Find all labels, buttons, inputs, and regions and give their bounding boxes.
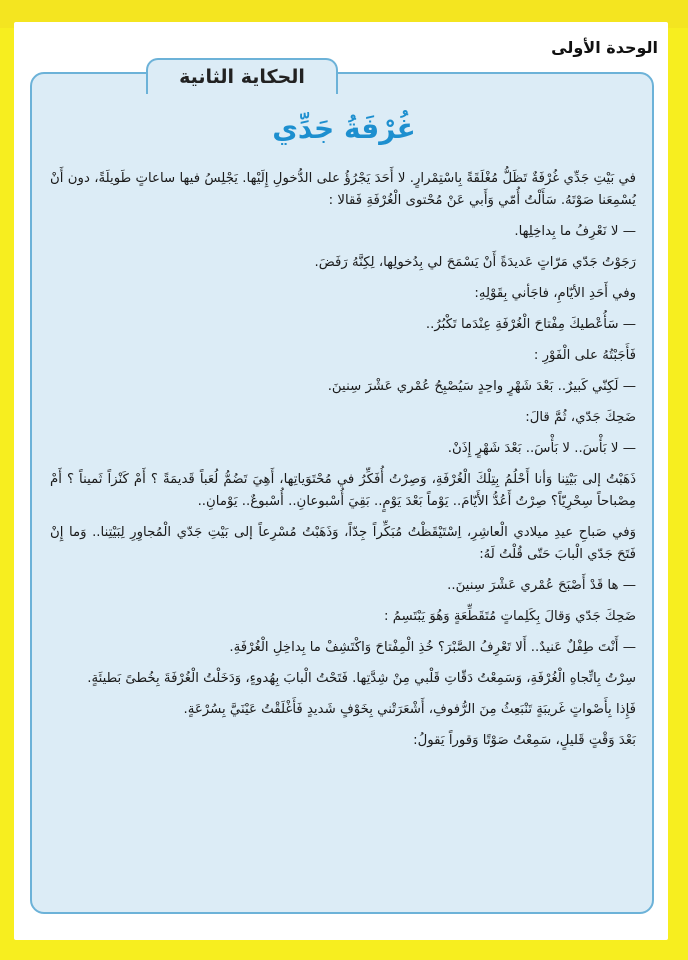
paragraph: فَإِذا بِأَصْواتٍ غَريبَةٍ تَنْبَعِثُ مِنَ الرُّفوفِ، أَشْعَرَتْني بِخَوْفٍ شَديدٍ فَأَغْلَقْتُ عَيْنَيَّ بِسُرْعَةٍ. <box>183 702 636 717</box>
unit-label: الوحدة الأولى <box>551 38 658 57</box>
paragraph: ضَحِكَ جَدّي، ثُمَّ قالَ: <box>525 410 636 425</box>
paragraph: ذَهَبْتُ إلى بَيْتِنا وَأنا أَحْلُمُ بِتِلْكَ الْغُرْفَةِ، وَصِرْتُ أُفَكِّرُ في مُحْتَوَياتِها، أَهِيَ تَضُمُّ لُعَباً قَديمَةً ؟ أَمْ كَنْزاً ثَميناً ؟ أَمْ مِصْباحاً سِحْرِيّاً؟ صِرْتُ أَعُدُّ الأَيّامَ.. يَوْماً بَعْدَ يَوْمٍ.. بَقِيَ أُسْبوعانِ.. أُسْبوعٌ.. يَوْمانِ.. <box>50 472 636 509</box>
paragraph: رَجَوْتُ جَدّي مَرّاتٍ عَديدَةً أَنْ يَسْمَحَ لي بِدُخولِها، لِكِنَّهُ رَفَضَ. <box>314 255 636 270</box>
paragraph: في بَيْتِ جَدِّي غُرْفَةٌ تَظَلُّ مُغْلَقَةً بِاسْتِمْرارٍ. لا أَحَدَ يَجْرُؤُ على الدُّخولِ إِلَيْها. يَجْلِسُ فيها ساعاتٍ طَويلَةً، دون أَنْ يُسْمِعَنا صَوْتَهُ. سَأَلْتُ أُمّي وَأَبي عَنْ مُحْتوى الْغُرْفَةِ فَقالا : <box>50 171 636 208</box>
paragraph: فَأَجَبْتُهُ على الْفَوْرِ : <box>533 348 636 363</box>
paragraph: ضَحِكَ جَدّي وَقالَ بِكَلِماتٍ مُتَقَطِّعَةٍ وَهُوَ يَبْتَسِمُ : <box>384 609 636 624</box>
story-title: غُرْفَةُ جَدِّي <box>272 112 416 145</box>
paragraph: — لا بَأْسَ.. لا بَأْسَ.. بَعْدَ شَهْرٍ إِذَنْ. <box>447 441 636 456</box>
paragraph: — ها قَدْ أَصْبَحَ عُمْري عَشْرَ سِنينَ.. <box>447 578 636 593</box>
story-body <box>50 168 636 752</box>
paragraph: وفي أَحَدِ الأيّامِ، فاجَأني بِقَوْلِهِ: <box>474 286 636 301</box>
tab-joint <box>148 92 336 98</box>
story-tab-label: الحكاية الثانية <box>146 58 338 94</box>
paragraph: — أَنْتَ طِفْلٌ عَنيدٌ.. أَلا تَعْرِفُ الصَّبْرَ؟ خُذِ الْمِفْتاحَ وَاكْتَشِفْ ما بِداخِلِ الْغُرْفَةِ. <box>229 640 636 655</box>
paragraph: — لا نَعْرِفُ ما بِداخِلِها. <box>514 224 636 239</box>
paragraph: — سَأُعْطيكَ مِفْتاحَ الْغُرْفَةِ عِنْدَما تَكْبُرُ.. <box>425 317 636 332</box>
paragraph: بَعْدَ وَقْتٍ قَليلٍ، سَمِعْتُ صَوْتًا وَقوراً يَقولُ: <box>413 733 636 748</box>
paragraph: سِرْتُ بِاتِّجاهِ الْغُرْفَةِ، وَسَمِعْتُ دَقّاتِ قَلْبي مِنْ شِدَّتِها. فَتَحْتُ الْبابَ بِهُدوءٍ، وَدَخَلْتُ الْغُرْفَةَ بِخُطىً بَطيئَةٍ. <box>87 671 636 686</box>
paragraph: وَفي صَباحِ عيدِ ميلادي الْعاشِرِ، اِسْتَيْقَظْتُ مُبَكِّراً جِدّاً، وَذَهَبْتُ مُسْرِعاً إلى بَيْتِ جَدّي الْمُجاوِرِ لِبَيْتِنا.. وَما إِنْ فَتَحَ جَدّي الْبابَ حَتّى قُلْتُ لَهُ: <box>50 525 636 562</box>
paragraph: — لَكِنّي كَبيرٌ.. بَعْدَ شَهْرٍ واحِدٍ سَيُصْبِحُ عُمْري عَشْرَ سِنينَ. <box>327 379 636 394</box>
